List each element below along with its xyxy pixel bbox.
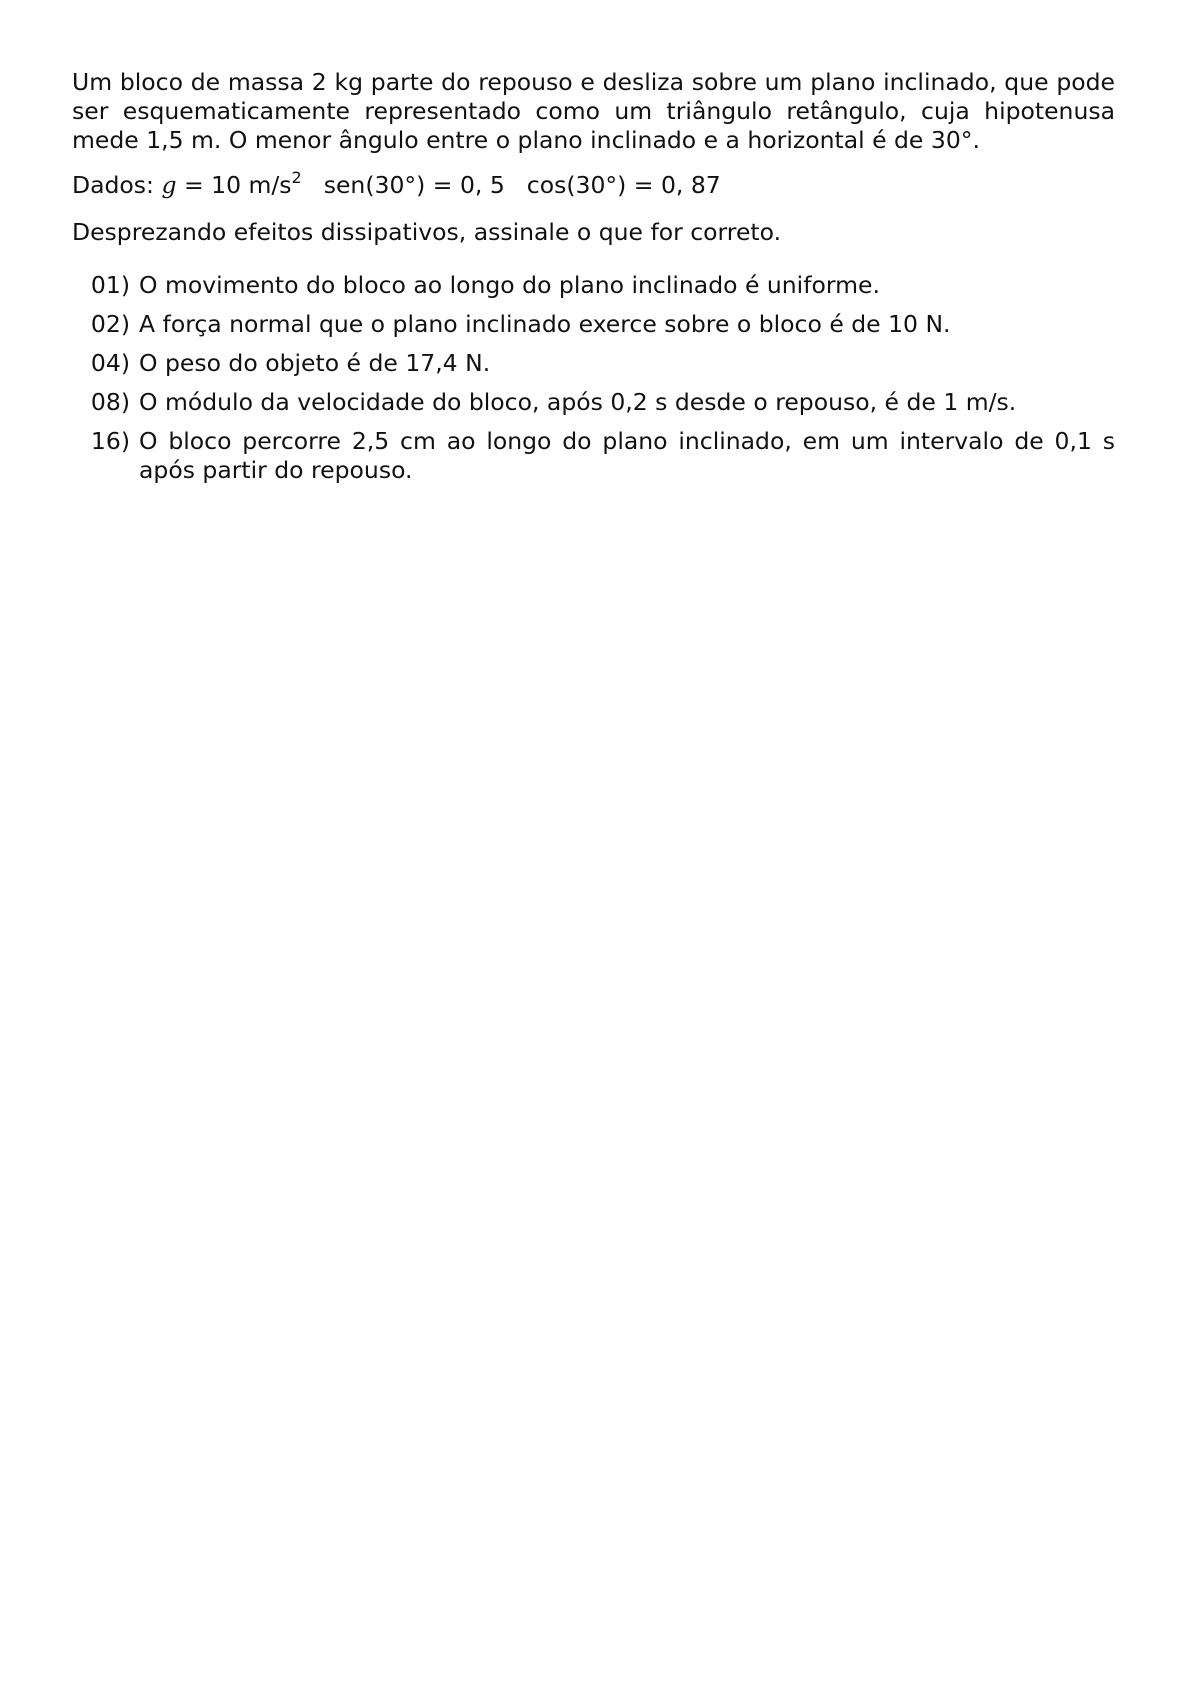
given-data-label: Dados: [72, 171, 154, 199]
instruction: Desprezando efeitos dissipativos, assinale o que for correto. [72, 218, 782, 246]
option-number: 01) [90, 271, 130, 299]
option-number: 02) [90, 310, 130, 338]
option-04[interactable] [72, 349, 1115, 378]
option-16[interactable] [72, 427, 1115, 485]
given-data [72, 168, 1115, 202]
sine-value: sen(30°) = 0, 5 [323, 171, 505, 199]
option-text: O bloco percorre 2,5 cm ao longo do plano inclinado, em um intervalo de 0,1 s após partir do repouso. [139, 427, 1115, 484]
option-text: O movimento do bloco ao longo do plano inclinado é uniforme. [139, 271, 880, 299]
option-number: 08) [90, 388, 130, 416]
cosine-value: cos(30°) = 0, 87 [526, 171, 721, 199]
question-statement: Um bloco de massa 2 kg parte do repouso e desliza sobre um plano inclinado, que pode ser esquematicamente representado como um triângulo retângulo, cuja hipotenusa mede 1,5 m. O menor ângulo entre o plano inclinado e a horizontal é de 30°. [72, 68, 1115, 154]
option-text: O peso do objeto é de 17,4 N. [139, 349, 491, 377]
gravity-value: = 10 m/s [176, 171, 292, 199]
option-02[interactable] [72, 310, 1115, 339]
option-01[interactable] [72, 271, 1115, 300]
gravity-symbol: g [161, 171, 177, 199]
option-text: O módulo da velocidade do bloco, após 0,2 s desde o repouso, é de 1 m/s. [139, 388, 1017, 416]
gravity-exponent: 2 [291, 168, 302, 187]
option-text: A força normal que o plano inclinado exerce sobre o bloco é de 10 N. [139, 310, 951, 338]
option-08[interactable] [72, 388, 1115, 417]
option-number: 04) [90, 349, 130, 377]
question-page [72, 68, 1115, 495]
option-number: 16) [90, 427, 130, 455]
options-list [72, 271, 1115, 485]
